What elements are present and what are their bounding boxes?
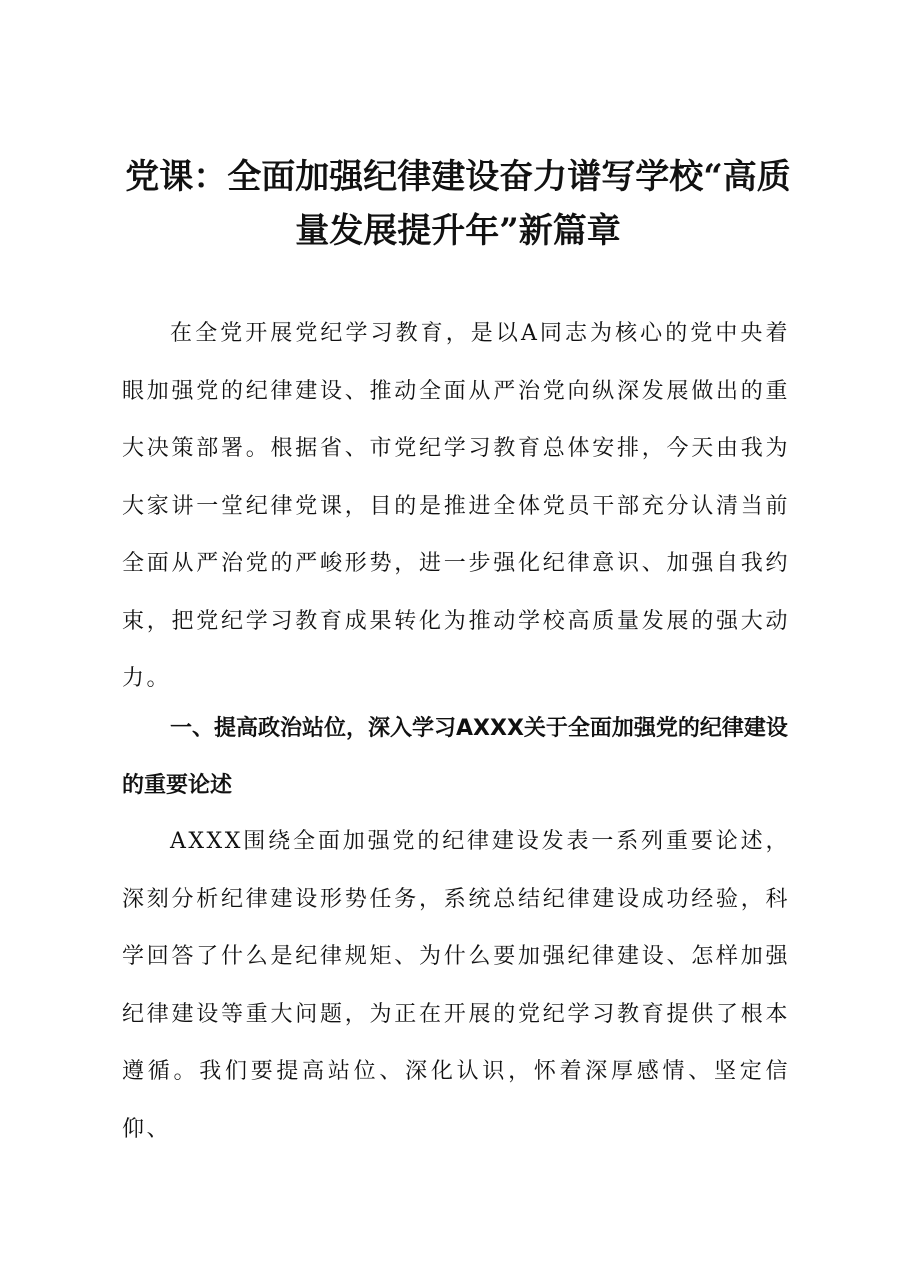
document-title: 党课：全面加强纪律建设奋力谱写学校“高质量发展提升年”新篇章 [125,157,791,251]
section-heading-1: 一、提高政治站位，深入学习AXXX关于全面加强党的纪律建设的重要论述 [122,716,788,798]
paragraph-section-1: AXXX围绕全面加强党的纪律建设发表一系列重要论述，深刻分析纪律建设形势任务，系统总结纪律建设成功经验，科学回答了什么是纪律规矩、为什么要加强纪律建设、怎样加强纪律建设等重大问题，为正在开展的党纪学习教育提供了根本遵循。我们要提高站位、深化认识，怀着深厚感情、坚定信仰、 [122,829,790,1142]
paragraph-intro: 在全党开展党纪学习教育，是以A同志为核心的党中央着眼加强党的纪律建设、推动全面从严治党向纵深发展做出的重大决策部署。根据省、市党纪学习教育总体安排，今天由我为大家讲一堂纪律党课，目的是推进全体党员干部充分认清当前全面从严治党的严峻形势，进一步强化纪律意识、加强自我约束，把党纪学习教育成果转化为推动学校高质量发展的强大动力。 [122,321,790,691]
